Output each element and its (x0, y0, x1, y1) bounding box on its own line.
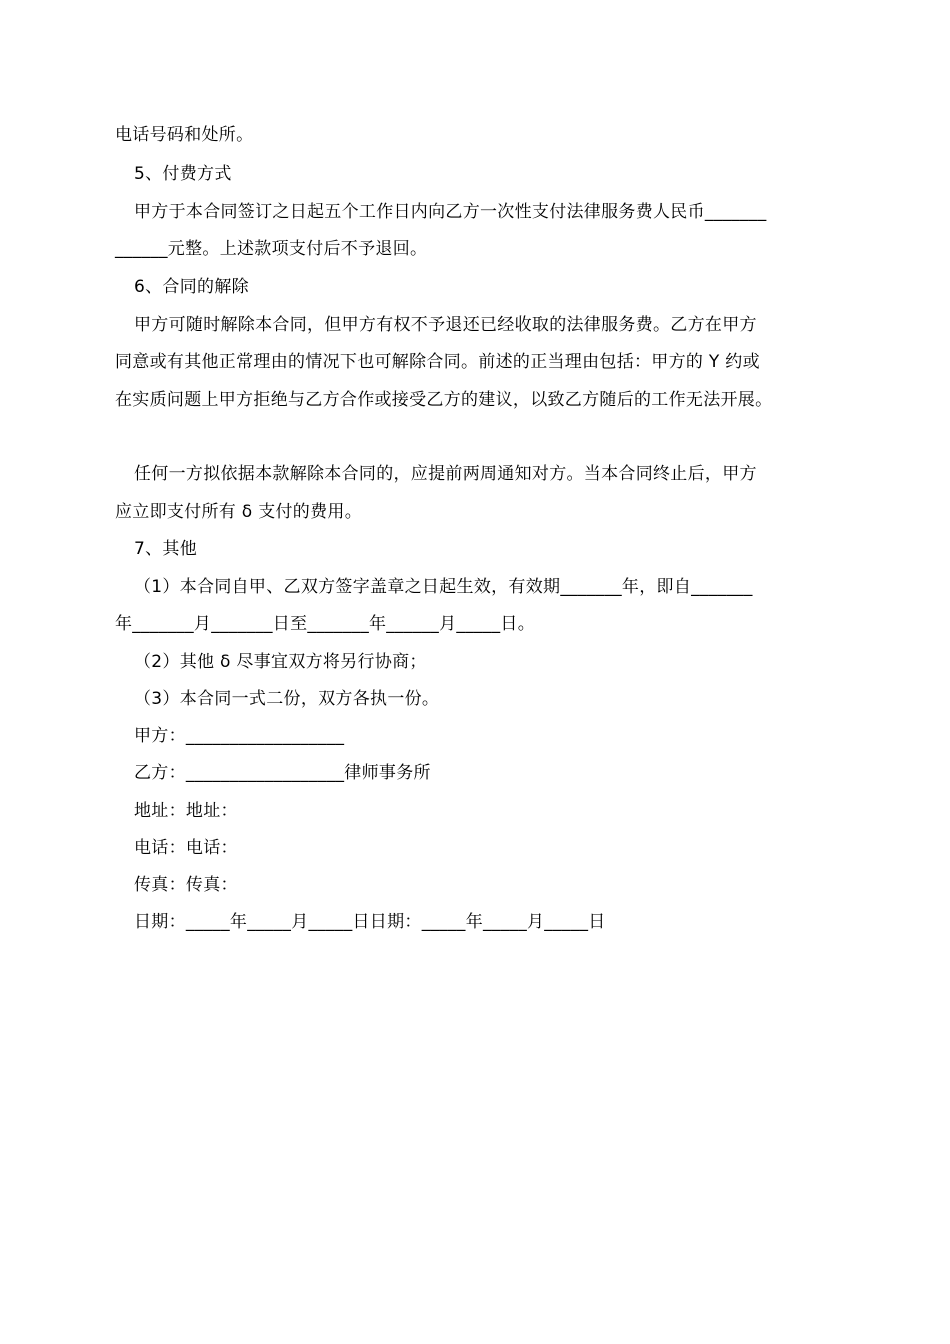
payment-line-2: ______元整。上述款项支付后不予退回。 (115, 239, 428, 259)
other-clause-3: （3）本合同一式二份，双方各执一份。 (134, 689, 440, 709)
section-5-heading: 5、付费方式 (134, 164, 232, 184)
party-a-signature-line: 甲方：__________________ (134, 726, 345, 746)
party-b-signature-line: 乙方：__________________律师事务所 (134, 763, 431, 783)
text-line-contact: 电话号码和处所。 (115, 125, 254, 145)
termination-notice-line-1: 任何一方拟依据本款解除本合同的，应提前两周通知对方。当本合同终止后，甲方 (134, 464, 757, 484)
phone-line: 电话：电话： (134, 838, 238, 858)
termination-line-3: 在实质问题上甲方拒绝与乙方合作或接受乙方的建议，以致乙方随后的工作无法开展。 (115, 390, 773, 410)
other-clause-2: （2）其他 δ 尽事宜双方将另行协商； (134, 652, 427, 672)
other-clause-1-line-1: （1）本合同自甲、乙双方签字盖章之日起生效，有效期_______年，即自_______ (134, 577, 753, 597)
section-6-heading: 6、合同的解除 (134, 277, 249, 297)
payment-line-1: 甲方于本合同签订之日起五个工作日内向乙方一次性支付法律服务费人民币_______ (134, 202, 767, 222)
date-line: 日期：_____年_____月_____日日期：_____年_____月_____日 (134, 912, 606, 932)
termination-notice-line-2: 应立即支付所有 δ 支付的费用。 (115, 502, 363, 522)
fax-line: 传真：传真： (134, 875, 238, 895)
termination-line-2: 同意或有其他正常理由的情况下也可解除合同。前述的正当理由包括：甲方的 Y 约或 (115, 352, 760, 372)
address-line: 地址：地址： (134, 801, 238, 821)
section-7-heading: 7、其他 (134, 539, 198, 559)
other-clause-1-line-2: 年_______月_______日至_______年______月_____日。 (115, 614, 535, 634)
termination-line-1: 甲方可随时解除本合同，但甲方有权不予退还已经收取的法律服务费。乙方在甲方 (134, 315, 757, 335)
